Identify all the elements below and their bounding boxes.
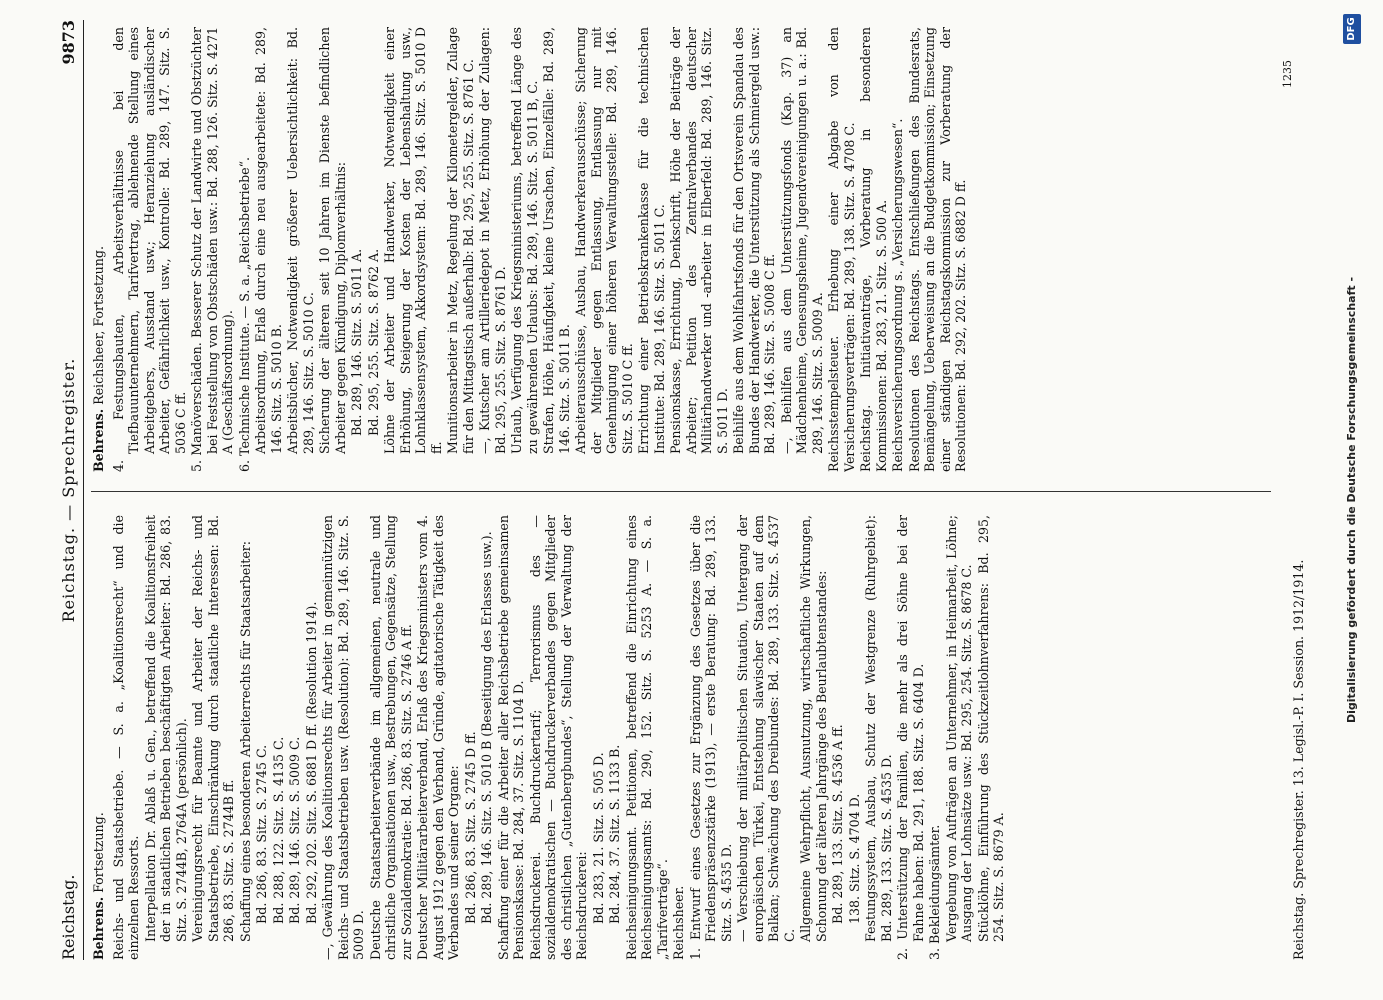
index-entry: Allgemeine Wehrpflicht, Ausnutzung, wirtschaftliche Wirkungen, Schonung der älteren Jahrgänge des Beurlaubtenstandes: (798, 515, 829, 942)
index-entry: Vereinigungsrecht für Beamte und Arbeiter der Reichs- und Staatsbetriebe, Einschränkung durch staatliche Interessen: Bd. 286, 83. Sitz. S. 2744B ff. (190, 515, 236, 942)
index-entry: Urlaub, Verfügung des Kriegsministeriums, betreffend Länge des zu gewährenden Urlaubs: Bd. 289, 146. Sitz. S. 5011 B, C. (509, 27, 540, 454)
index-entry: Bd. 288, 122. Sitz. S. 4135 C. (270, 736, 286, 924)
index-entry: Reichsstempelsteuer. Erhebung einer Abgabe von den Versicherungsverträgen: Bd. 289, 138. Sitz. S. 4708 C. (826, 27, 857, 472)
header-rule (83, 20, 84, 960)
index-entry: Reichs- und Staatsbetriebe. — S. a. „Koalitionsrecht“ und die einzelnen Ressorts. (110, 515, 141, 960)
index-entry: 138. Sitz. S. 4704 D. (846, 793, 862, 924)
left-column (91, 515, 1271, 960)
column-heading-rest: Reichsheer, Fortsetzung. (91, 246, 106, 405)
index-entry: Deutsche Staatsarbeiterverbände im allgemeinen, neutrale und christliche Organisationen usw., Bestrebungen, Gegensätze, Stellung zur Sozialdemokratie: Bd. 286, 83. Sitz. S. 2746 A ff. (367, 515, 414, 960)
index-entry: — Verschiebung der militärpolitischen Situation, Untergang der europäischen Türkei, Entstehung slawischer Staaten auf dem Balkan; Schwächung des Dreibundes: Bd. 289, 133. Sitz. S. 4537 C. (735, 515, 797, 942)
index-entry: Bd. 289, 146. Sitz. S. 5010 B (Beseitigung des Erlasses usw.). (479, 531, 494, 924)
page-title: Reichstag. — Sprechregister. (59, 357, 78, 623)
index-entry: Pensionskasse, Errichtung, Denkschrift, Höhe der Beiträge der Arbeiter; Petition des Zentralverbandes deutscher Militärhandwerker und -arbeiter in Elberfeld: Bd. 289, 146. Sitz. S. 5011 D. (668, 27, 730, 454)
index-entry: Bd. 284, 37. Sitz. S. 1133 B. (607, 744, 622, 924)
index-entry: Beihilfe aus dem Wohlfahrtsfonds für den Ortsverein Spandau des Bundes der Handwerker, die Unterstützung als Schmiergeld usw.: Bd. 289, 146. Sitz. S. 5008 C ff. (731, 27, 777, 454)
page-number: 9873 (59, 20, 78, 65)
header-left: Reichstag. (59, 874, 78, 960)
index-entry: Bd. 283, 21. Sitz. S. 505 D. (590, 752, 606, 924)
right-column (91, 27, 1271, 472)
index-entry: 5. Manöverschäden. Besserer Schutz der Landwirte und Obstzüchter bei Feststellung von Obstschäden usw.: Bd. 288, 126. Sitz. S. 4271 A (Geschäftsordnung). (189, 27, 235, 472)
index-entry: Schaffung eines besonderen Arbeiterrechts für Staatsarbeiter: (237, 540, 253, 942)
index-entry: Bd. 295, 255. Sitz. S. 8762 A. (365, 248, 381, 436)
index-entry: Resolutionen des Reichstags. Entschließungen des Bundesrats, Bemängelung, Ueberweisung an die Budgetkommission; Einsetzung einer ständigen Reichstagskommission zur Vorberatung der Resolutionen: Bd. 292, 202. Sitz. S. 6882 D ff. (906, 27, 968, 472)
column-heading-name: Behrens. (91, 408, 106, 472)
page-footer (1281, 20, 1313, 960)
page-header (55, 20, 85, 960)
index-entry: 2. Unterstützung der Familien, die mehr als drei Söhne bei der Fahne haben: Bd. 291, 188. Sitz. S. 6404 D. (895, 515, 926, 960)
column-heading-rest: Fortsetzung. (91, 812, 106, 893)
index-entry: Bd. 286, 83. Sitz. S. 2745 C. (254, 744, 269, 924)
column-heading-name: Behrens. (91, 896, 106, 960)
index-entry: —, Gewährung des Koalitionsrechts für Arbeiter in gemeinnützigen Reichs- und Staatsbetrieben usw. (Resolution): Bd. 289, 146. Sitz. S. 5009 D. (320, 515, 366, 960)
index-entry: Reichsdruckerei. Buchdruckertarif; Terrorismus des — sozialdemokratischen — Buchdruckerverbandes gegen Mitglieder des christlichen „Gutenbergbundes“, Stellung der Verwaltung der Reichsdruckerei: (527, 515, 589, 960)
index-entry: 4. Festungsbauten, Arbeitsverhältnisse bei den Tiefbauunternehmern, Tarifvertrag, ablehnende Stellung eines Arbeitgebers, Ausstand usw.; Heranziehung ausländischer Arbeiter, Gefährlichkeit usw., Kontrolle: Bd. 289, 147. Sitz. S. 5036 C ff. (110, 27, 188, 472)
page (55, 20, 1325, 960)
column-divider (91, 491, 1271, 492)
index-entry: Sicherung der älteren seit 10 Jahren im Dienste befindlichen Arbeiter gegen Kündigung, Diplomverhältnis: (317, 27, 348, 454)
index-entry: Arbeitsordnung, Erlaß durch eine neu ausgearbeitete: Bd. 289, 146. Sitz. S. 5010 B. (253, 27, 284, 454)
index-entry: Errichtung einer Betriebskrankenkasse für die technischen Institute: Bd. 289, 146. Sitz. S. 5011 C. (636, 27, 667, 454)
index-entry: Bd. 286, 83. Sitz. S. 2745 D ff. (462, 731, 478, 924)
index-entry: Bd. 289, 146. Sitz. S. 5011 A. (349, 248, 364, 436)
index-entry: Munitionsarbeiter in Metz, Regelung der Kilometergelder, Zulage für den Mittagstisch außerhalb: Bd. 295, 255. Sitz. S. 8761 C. (445, 27, 476, 454)
column-heading (91, 27, 107, 472)
index-entry: Stücklöhne, Einführung des Stückzeitlohnverfahrens: Bd. 295, 254. Sitz. S. 8679 A. (975, 515, 1006, 942)
index-entry: —, Beihilfen aus dem Unterstützungsfonds (Kap. 37) an Mädchenheime, Genesungsheime, Jugendvereinigungen u. a.: Bd. 289, 146. Sitz. S. 5009 A. (778, 27, 825, 454)
index-entry: Arbeitsbücher, Notwendigkeit größerer Uebersichtlichkeit: Bd. 289, 146. Sitz. S. 5010 C. (285, 27, 316, 454)
index-entry: 3. Bekleidungsämter. (927, 824, 942, 960)
index-entry: Bd. 289, 146. Sitz. S. 5009 C. (287, 736, 302, 924)
index-entry: Schaffung einer für die Arbeiter aller Reichsbetriebe gemeinsamen Pensionskasse: Bd. 284, 37. Sitz. S. 1104 D. (495, 515, 526, 960)
index-entry: Reichstag. Initiativanträge, Vorberatung in besonderen Kommissionen: Bd. 283, 21. Sitz. S. 500 A. (858, 27, 889, 472)
index-entry: Vergebung von Aufträgen an Unternehmer, in Heimarbeit, Löhne; Ausgang der Lohnsätze usw.: Bd. 295, 254. Sitz. S. 8678 C. (943, 515, 974, 942)
index-entry: Bd. 289, 133. Sitz. S. 4536 A ff. (830, 724, 845, 924)
digitization-credit: Digitalisierung gefördert durch die Deutsche Forschungsgemeinschaft - (1345, 276, 1358, 724)
index-entry: Strafen, Höhe, Häufigkeit, kleine Ursachen, Einzelfälle: Bd. 289, 146. Sitz. S. 5011 B. (541, 27, 572, 454)
index-entry: 1. Entwurf eines Gesetzes zur Ergänzung des Gesetzes über die Friedenspräsenzstärke (1913), — erste Beratung: Bd. 289, 133. Sitz. S. 4535 D. (687, 515, 734, 960)
column-heading (91, 515, 107, 960)
dfg-logo: DFG (1343, 14, 1361, 44)
index-entry: Reichseinigungsamt. Petitionen, betreffend die Einrichtung eines Reichseinigungsamts: Bd. 290, 152. Sitz. S. 5253 A. — S. a. „Tarifverträge“. (623, 515, 670, 960)
index-entry: Arbeiterausschüsse, Ausbau, Handwerkerausschüsse; Sicherung der Mitglieder gegen Entlassung, Entlassung nur mit Genehmigung einer höheren Verwaltungsstelle: Bd. 289, 146. Sitz. S. 5010 C ff. (573, 27, 635, 454)
index-entry: —, Kutscher am Artilleriedepot in Metz, Erhöhung der Zulagen: Bd. 295, 255. Sitz. S. 8761 D. (477, 27, 508, 454)
index-entry: Reichsheer. (671, 885, 686, 960)
footer-source: Reichstag. Sprechregister. 13. Legisl.-P. I. Session. 1912/1914. (1291, 559, 1306, 960)
index-entry: Festungssystem, Ausbau, Schutz der Westgrenze (Ruhrgebiet): Bd. 289, 133. Sitz. S. 4535 D. (863, 515, 894, 942)
index-entry: Deutscher Militärarbeiterverband, Erlaß des Kriegsministers vom 4. August 1912 gegen den Verband, Gründe, agitatorische Tätigkeit des Verbandes und seiner Organe: (415, 515, 461, 960)
index-entry: Reichsversicherungsordnung s. „Versicherungswesen“. (890, 118, 905, 472)
index-entry: Interpellation Dr. Ablaß u. Gen., betreffend die Koalitionsfreiheit der in staatlichen Betrieben beschäftigten Arbeiter: Bd. 286, 83. Sitz. S. 2744B, 2764A (persönlich). (142, 515, 189, 942)
footer-number: 1235 (1281, 60, 1294, 88)
index-entry: 6. Technische Institute. — S. a. „Reichsbetriebe“. (236, 156, 252, 472)
index-entry: Löhne der Arbeiter und Handwerker, Notwendigkeit einer Erhöhung, Steigerung der Kosten der Lebenshaltung usw., Lohnklassensystem, Akkordsystem: Bd. 289, 146. Sitz. S. 5010 D ff. (382, 27, 444, 454)
index-entry: Bd. 292, 202. Sitz. S. 6881 D ff. (Resolution 1914). (303, 601, 319, 924)
